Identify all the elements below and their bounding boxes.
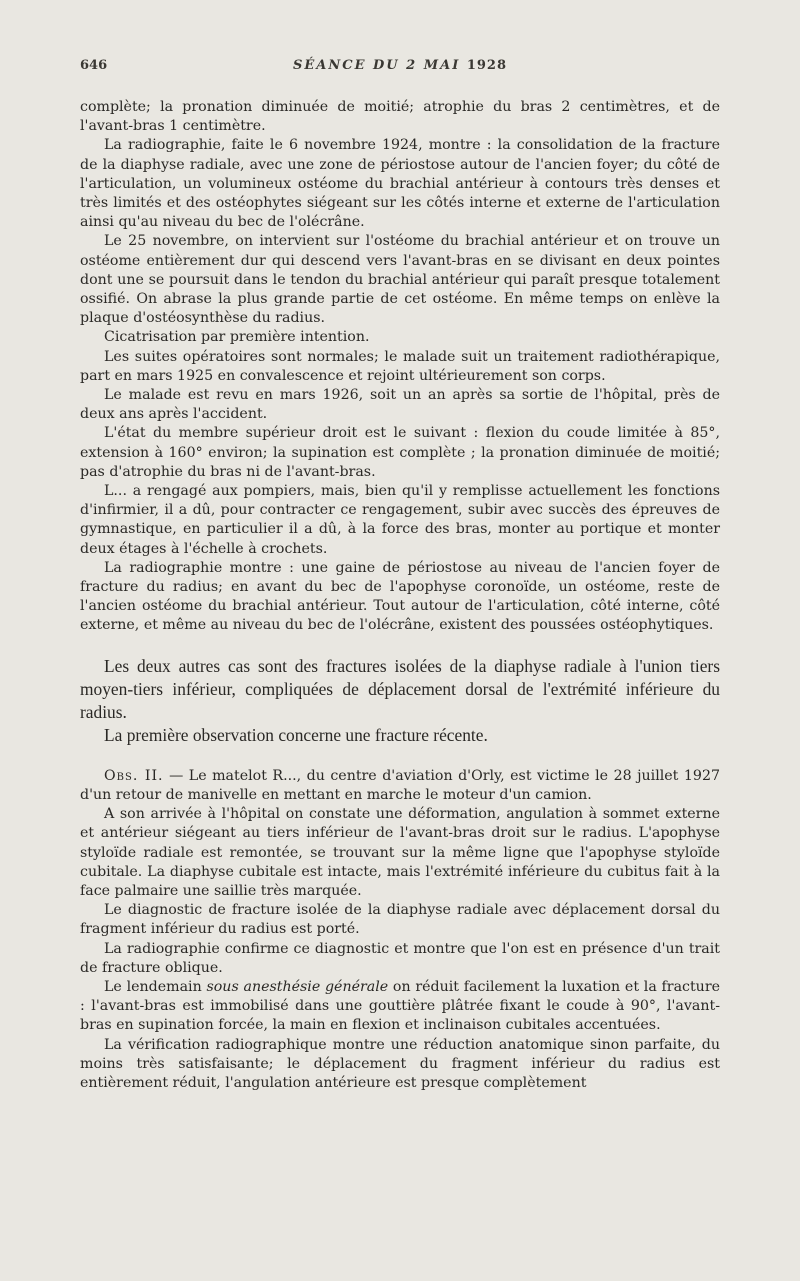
paragraph: La radiographie confirme ce diagnostic et montre que l'on est en présence d'un trait de fracture oblique. <box>80 940 720 976</box>
paragraph: complète; la pronation diminuée de moitié; atrophie du bras 2 centimètres, et de l'avant-bras 1 centimètre. <box>80 99 720 135</box>
paragraph: L'état du membre supérieur droit est le suivant : flexion du coude limitée à 85°, extension à 160° environ; la supination est complète ; la pronation diminuée de moitié; pas d'atrophie du bras ni de l'avant-bras. <box>80 425 720 480</box>
page-number: 646 <box>80 58 108 73</box>
paragraph: Le 25 novembre, on intervient sur l'ostéome du brachial antérieur et on trouve un ostéome entièrement dur qui descend vers l'avant-bras en se divisant en deux pointes dont une se poursuit dans le tendon du brachial antérieur qui paraît presque totalement ossifié. On abrase la plus grande partie de cet ostéome. En même temps on enlève la plaque d'ostéosynthèse du radius. <box>80 233 720 327</box>
paragraph: La radiographie, faite le 6 novembre 1924, montre : la consolidation de la fracture de la diaphyse radiale, avec une zone de périostose autour de l'ancien foyer; du côté de l'articulation, un volumineux ostéome du brachial antérieur à contours très denses et très limités et des ostéophytes siégeant sur les côtés interne et externe de l'articulation ainsi qu'au niveau du bec de l'olécrâne. <box>80 137 720 231</box>
text-run: on réduit facilement la luxation et la fracture : l'avant-bras est immobilisé dans une gouttière plâtrée fixant le coude à 90°, l'avant-bras en supination forcée, la main en flexion et inclinaison cubitales accentuées. <box>80 978 720 1034</box>
observation-heading-paragraph <box>80 767 720 805</box>
paragraph: La vérification radiographique montre une réduction anatomique sinon parfaite, du moins très satisfaisante; le déplacement du fragment inférieur du radius est entièrement réduit, l'angulation antérieure est presque complètement <box>80 1036 720 1091</box>
running-title-year: 1928 <box>466 58 508 73</box>
paragraph: La radiographie montre : une gaine de périostose au niveau de l'ancien foyer de fracture du radius; en avant du bec de l'apophyse coronoïde, un ostéome, reste de l'ancien ostéome du brachial antérieur. Tout autour de l'articulation, côté interne, côté externe, et même au niveau du bec de l'olécrâne, existent des poussées ostéophytiques. <box>80 559 720 634</box>
paragraph: Les deux autres cas sont des fractures isolées de la diaphyse radiale à l'union tiers moyen-tiers inférieur, compliquées de déplacement dorsal de l'extrémité inférieure du radius. <box>80 655 720 722</box>
running-title <box>80 58 720 73</box>
paragraph: Cicatrisation par première intention. <box>104 329 370 346</box>
paragraph: A son arrivée à l'hôpital on constate une déformation, angulation à sommet externe et antérieur siégeant au tiers inférieur de l'avant-bras droit sur le radius. L'apophyse styloïde radiale est remontée, se trouvant sur la même ligne que l'apophyse styloïde cubitale. La diaphyse cubitale est intacte, mais l'extrémité inférieure du cubitus fait à la face palmaire une saillie très marquée. <box>80 806 720 899</box>
case-continuation-section <box>80 98 720 636</box>
italic-text: sous anesthésie générale <box>206 978 389 995</box>
text-run: Le lendemain <box>104 978 207 995</box>
paragraph: Le malade est revu en mars 1926, soit un an après sa sortie de l'hôpital, près de deux ans après l'accident. <box>80 387 720 423</box>
paragraph: Le diagnostic de fracture isolée de la diaphyse radiale avec déplacement dorsal du fragment inférieur du radius est porté. <box>80 902 720 938</box>
page-header <box>80 58 720 82</box>
paragraph: L... a rengagé aux pompiers, mais, bien qu'il y remplisse actuellement les fonctions d'infirmier, il a dû, pour contracter ce rengagement, subir avec succès des épreuves de gymnastique, en particulier il a dû, à la force des bras, monter au portique et monter deux étages à l'échelle à crochets. <box>80 483 720 557</box>
observation-text: — Le matelot R..., du centre d'aviation d'Orly, est victime le 28 juillet 1927 d'un retour de manivelle en mettant en marche le moteur d'un camion. <box>80 767 720 803</box>
observation-section <box>80 767 720 1093</box>
paragraph <box>80 978 720 1036</box>
discussion-section <box>80 655 720 747</box>
observation-label: Obs. II. <box>104 767 164 784</box>
paragraph: La première observation concerne une fracture récente. <box>104 724 488 745</box>
paragraph: Les suites opératoires sont normales; le malade suit un traitement radiothérapique, part en mars 1925 en convalescence et rejoint ultérieurement son corps. <box>80 348 720 384</box>
running-title-text: SÉANCE DU 2 MAI <box>292 58 461 73</box>
